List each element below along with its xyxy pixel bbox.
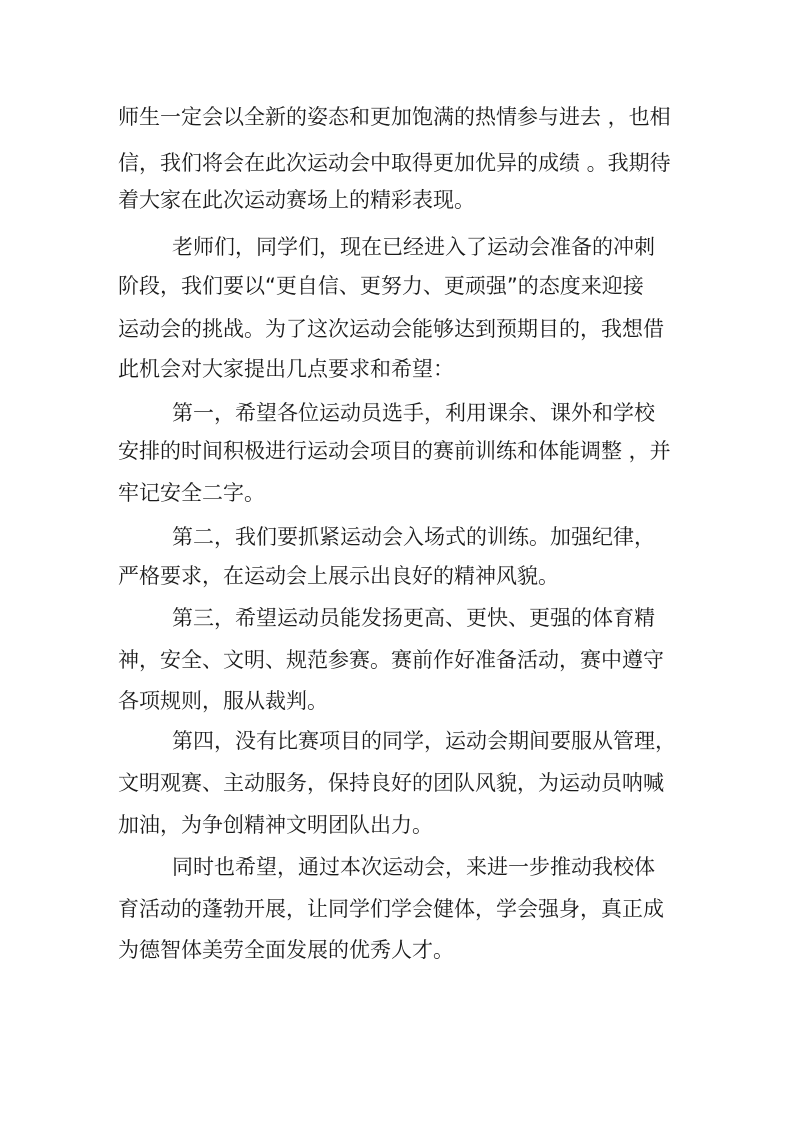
text-line: 信，我们将会在此次运动会中取得更加优异的成绩 。我期待 — [118, 151, 671, 175]
text-line: 阶段，我们要以“更自信、更努力、更顽强”的态度来迎接 — [118, 274, 644, 298]
text-line: 文明观赛、主动服务，保持良好的团队风貌，为运动员呐喊 — [118, 771, 664, 795]
paragraph-first-line: 第一，希望各位运动员选手，利用课余、课外和学校 — [172, 401, 655, 425]
text-line: 着大家在此次运动赛场上的精彩表现。 — [118, 188, 475, 212]
paragraph-first-line: 第四，没有比赛项目的同学，运动会期间要服从管理， — [172, 729, 676, 753]
text-line: 各项规则，服从裁判。 — [118, 689, 328, 713]
text-line: 育活动的蓬勃开展，让同学们学会健体，学会强身，真正成 — [118, 897, 664, 921]
text-line: 运动会的挑战。为了这次运动会能够达到预期目的，我想借 — [118, 317, 664, 341]
paragraph-first-line: 第二，我们要抓紧运动会入场式的训练。加强纪律， — [172, 525, 655, 549]
text-line: 师生一定会以全新的姿态和更加饱满的热情参与进去 ，也相 — [118, 105, 671, 129]
text-line: 牢记安全二字。 — [118, 481, 265, 505]
text-line: 安排的时间积极进行运动会项目的赛前训练和体能调整 ，并 — [118, 439, 671, 463]
paragraph-first-line: 第三，希望运动员能发扬更高、更快、更强的体育精 — [172, 606, 655, 630]
paragraph-first-line: 同时也希望，通过本次运动会，来进一步推动我校体 — [172, 855, 655, 879]
text-line: 加油，为争创精神文明团队出力。 — [118, 813, 433, 837]
text-line: 严格要求，在运动会上展示出良好的精神风貌。 — [118, 564, 559, 588]
text-line: 神，安全、文明、规范参赛。赛前作好准备活动，赛中遵守 — [118, 648, 664, 672]
text-line: 为德智体美劳全面发展的优秀人才。 — [118, 938, 454, 962]
text-line: 此机会对大家提出几点要求和希望： — [118, 357, 454, 381]
paragraph-first-line: 老师们，同学们，现在已经进入了运动会准备的冲刺 — [172, 235, 655, 259]
